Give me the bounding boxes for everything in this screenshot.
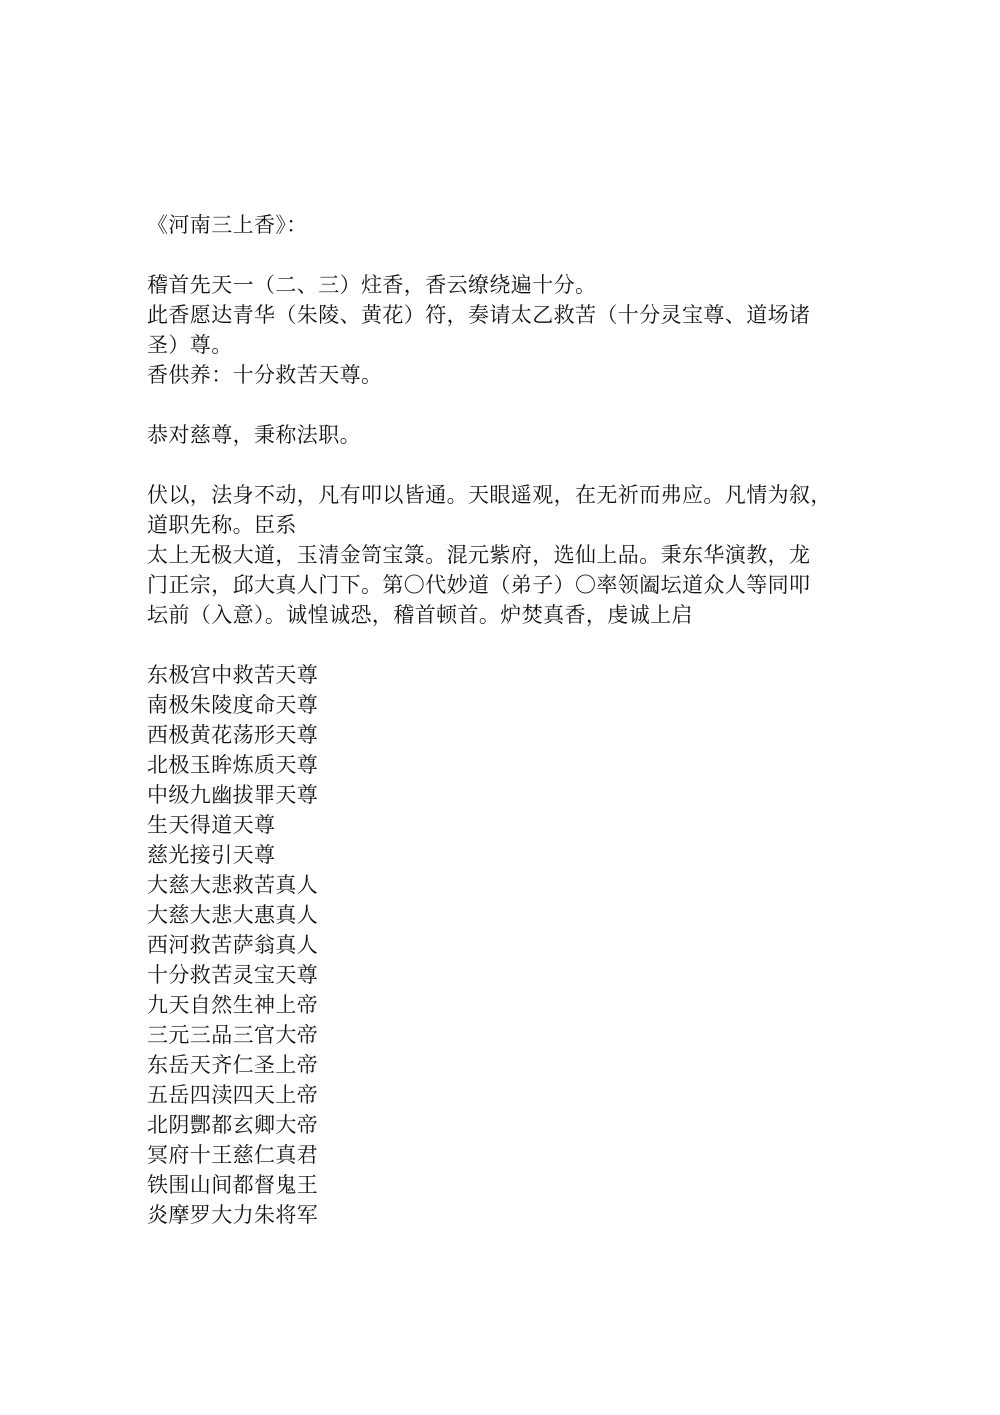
- deity-list-item: 十分救苦灵宝天尊: [147, 963, 319, 987]
- spacer: [147, 630, 867, 660]
- deity-list-item: 三元三品三官大帝: [147, 1023, 319, 1047]
- deity-list-item: 北极玉眸炼质天尊: [147, 753, 319, 777]
- spacer: [147, 390, 867, 420]
- deity-list-item: 东极宫中救苦天尊: [147, 663, 319, 687]
- deity-list-item: 生天得道天尊: [147, 813, 276, 837]
- invocation-paragraph: [147, 480, 867, 630]
- spacer: [147, 240, 867, 270]
- invocation-line: 坛前（入意）。诚惶诚恐，稽首顿首。炉焚真香，虔诚上启: [147, 603, 693, 627]
- deity-list-item: 东岳天齐仁圣上帝: [147, 1053, 319, 1077]
- deity-list-item: 南极朱陵度命天尊: [147, 693, 319, 717]
- respect-line: 恭对慈尊，秉称法职。: [147, 423, 361, 447]
- deity-list-item: 炎摩罗大力朱将军: [147, 1203, 319, 1227]
- deity-list-item: 五岳四渎四天上帝: [147, 1083, 319, 1107]
- invocation-line: 道职先称。臣系: [147, 513, 297, 537]
- deity-list-item: 北阴酆都玄卿大帝: [147, 1113, 319, 1137]
- deity-list-item: 中级九幽拔罪天尊: [147, 783, 319, 807]
- incense-line: 香供养：十分救苦天尊。: [147, 363, 383, 387]
- incense-line: 圣）尊。: [147, 333, 233, 357]
- invocation-line: 门正宗，邱大真人门下。第〇代妙道（弟子）〇率领阖坛道众人等同叩: [147, 573, 811, 597]
- invocation-line: 伏以，法身不动，凡有叩以皆通。天眼遥观，在无祈而弗应。凡情为叙，: [147, 483, 832, 507]
- deity-list-item: 慈光接引天尊: [147, 843, 276, 867]
- spacer: [147, 450, 867, 480]
- deity-list-item: 冥府十王慈仁真君: [147, 1143, 319, 1167]
- incense-verse: [147, 270, 867, 390]
- incense-line: 稽首先天一（二、三）炷香，香云缭绕遍十分。: [147, 273, 597, 297]
- deity-list-item: 九天自然生神上帝: [147, 993, 319, 1017]
- deity-list-item: 大慈大悲救苦真人: [147, 873, 319, 897]
- document-body: [147, 210, 867, 1230]
- deity-list-item: 西极黄花荡形天尊: [147, 723, 319, 747]
- deity-list-item: 西河救苦萨翁真人: [147, 933, 319, 957]
- deity-list: [147, 660, 867, 1230]
- deity-list-item: 铁围山间都督鬼王: [147, 1173, 319, 1197]
- incense-line: 此香愿达青华（朱陵、黄花）符，奏请太乙救苦（十分灵宝尊、道场诸: [147, 303, 811, 327]
- document-title: 《河南三上香》：: [147, 213, 308, 237]
- deity-list-item: 大慈大悲大惠真人: [147, 903, 319, 927]
- invocation-line: 太上无极大道，玉清金笥宝箓。混元紫府，选仙上品。秉东华演教，龙: [147, 543, 811, 567]
